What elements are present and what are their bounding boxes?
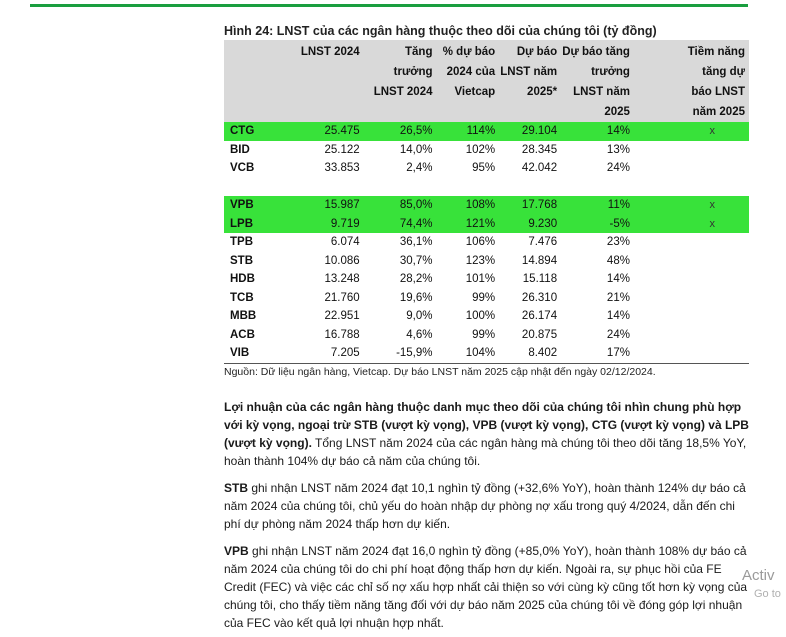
cell-lnst-2024: 22.951: [324, 310, 360, 322]
cell-growth-2024: 28,2%: [399, 273, 433, 285]
cell-growth-2025: 48%: [606, 254, 630, 267]
bank-profit-table: [224, 40, 749, 364]
windows-activation-watermark: [742, 567, 781, 603]
table-row: [224, 215, 749, 234]
cell-growth-2025: 14%: [606, 273, 630, 285]
cell-lnst-2024: 10.086: [324, 254, 360, 267]
cell-pct-forecast-2024: 104%: [433, 344, 496, 363]
table-row: [224, 344, 749, 363]
paragraph-text: Tổng LNST năm 2024 của các ngân hàng mà chúng tôi theo dõi tăng 18,5% YoY, hoàn thành 104% dự báo cả năm của chúng tôi.: [224, 436, 747, 468]
spacer-cell: [224, 178, 749, 197]
cell-growth-2024: 9,0%: [406, 310, 433, 322]
cell-lnst-2024: 25.475: [286, 122, 360, 141]
cell-pct-forecast-2024: 114%: [433, 122, 496, 141]
table-row: [224, 326, 749, 345]
cell-pct-forecast-2024: 123%: [465, 254, 496, 267]
cell-upside-potential: [630, 159, 749, 178]
cell-growth-2025: 14%: [557, 122, 630, 141]
cell-upside-potential: [630, 141, 749, 160]
cell-growth-2024: 36,1%: [399, 236, 433, 248]
paragraph-summary: [224, 398, 752, 470]
header-line: tăng dự: [702, 66, 745, 78]
cell-lnst-2024: 16.788: [324, 328, 360, 341]
header-line: Dự báo tăng: [562, 46, 630, 58]
cell-upside-potential: [630, 233, 749, 252]
cell-upside-potential: [630, 326, 749, 345]
header-line: LNST năm: [500, 66, 558, 78]
cell-bank: LPB: [224, 215, 286, 234]
cell-lnst-2024: 13.248: [324, 273, 360, 285]
header-col: [630, 40, 749, 122]
cell-upside-potential: x: [630, 215, 749, 234]
cell-forecast-2025: 20.875: [521, 328, 558, 341]
table-header-row: [224, 40, 749, 122]
cell-lnst-2024: 7.205: [286, 344, 360, 363]
header-line: Tăng: [405, 46, 433, 58]
cell-pct-forecast-2024: 95%: [472, 162, 496, 174]
cell-growth-2025: 14%: [606, 310, 630, 322]
cell-growth-2024: 4,6%: [406, 328, 433, 341]
cell-lnst-2024: 21.760: [324, 291, 360, 304]
cell-pct-forecast-2024: 99%: [472, 328, 496, 341]
cell-pct-forecast-2024: 121%: [433, 215, 496, 234]
header-col: [495, 40, 557, 122]
cell-lnst-2024: 6.074: [330, 236, 360, 248]
header-col: [557, 40, 630, 122]
cell-bank: MBB: [230, 310, 257, 322]
cell-upside-potential: [630, 307, 749, 326]
table-row: [224, 289, 749, 308]
header-line: LNST 2024: [300, 46, 360, 58]
header-line: 2025: [604, 106, 630, 118]
header-line: 2024 của: [446, 66, 496, 78]
cell-growth-2025: 24%: [606, 162, 630, 174]
cell-growth-2024: 19,6%: [399, 291, 433, 304]
cell-bank: TCB: [230, 291, 254, 304]
paragraph-lead: VPB: [224, 544, 249, 558]
cell-growth-2024: 30,7%: [399, 254, 433, 267]
paragraph-lead: STB: [224, 481, 248, 495]
cell-bank: TPB: [230, 236, 253, 248]
cell-upside-potential: x: [630, 196, 749, 215]
table-row: [224, 141, 749, 160]
cell-lnst-2024: 15.987: [286, 196, 360, 215]
watermark-line2: Go to: [754, 588, 781, 600]
cell-forecast-2025: 42.042: [521, 162, 558, 174]
header-line: Tiềm năng: [687, 46, 745, 58]
table-row: [224, 307, 749, 326]
cell-growth-2025: 17%: [557, 344, 630, 363]
header-line: % dự báo: [442, 46, 496, 58]
cell-forecast-2025: 14.894: [521, 254, 558, 267]
cell-growth-2024: 2,4%: [406, 162, 433, 174]
header-line: Vietcap: [454, 86, 496, 98]
cell-growth-2024: 85,0%: [360, 196, 433, 215]
cell-upside-potential: x: [630, 122, 749, 141]
watermark-line1: Activ: [742, 567, 775, 584]
cell-forecast-2025: 15.118: [522, 273, 558, 285]
cell-growth-2024: 14,0%: [399, 143, 433, 156]
cell-growth-2024: 26,5%: [360, 122, 433, 141]
table-row: [224, 122, 749, 141]
cell-upside-potential: [630, 289, 749, 308]
cell-forecast-2025: 9.230: [495, 215, 557, 234]
paragraph-text: ghi nhận LNST năm 2024 đạt 16,0 nghìn tỷ đồng (+85,0% YoY), hoàn thành 108% dự báo cả năm 2024 của chúng tôi do chi phí hoạt động thấp hơn dự kiến. Ngoài ra, sự phục hồi của FE Credit (FEC) và việc các chỉ số nợ xấu hợp nhất cải thiện so với cùng kỳ cũng tốt hơn kỳ vọng của chúng tôi, cho thấy tiềm năng tăng đối với dự báo năm 2025 của chúng tôi về đóng góp lợi nhuận của FEC vào kết quả lợi nhuận hợp nhất.: [224, 544, 748, 630]
header-line: LNST năm: [573, 86, 630, 98]
table-row: [224, 252, 749, 271]
header-line: báo LNST: [691, 86, 745, 98]
cell-forecast-2025: 26.174: [521, 310, 558, 322]
cell-bank: VCB: [230, 162, 255, 174]
paragraph-text: ghi nhận LNST năm 2024 đạt 10,1 nghìn tỷ đồng (+32,6% YoY), hoàn thành 124% dự báo cả năm 2024 của chúng tôi, chủ yếu do hoàn nhập dự phòng nợ xấu trong quý 4/2024, dẫn đến chi phí dự phòng năm 2024 thấp hơn dự kiến.: [224, 481, 746, 531]
table-spacer-row: [224, 178, 749, 197]
cell-growth-2025: -5%: [557, 215, 630, 234]
cell-forecast-2025: 7.476: [528, 236, 558, 248]
cell-upside-potential: [630, 270, 749, 289]
cell-upside-potential: [630, 252, 749, 271]
header-line: Dự báo: [516, 46, 558, 58]
table-row: [224, 270, 749, 289]
cell-bank: BID: [230, 143, 250, 156]
header-col: [286, 40, 360, 122]
table-row: [224, 159, 749, 178]
cell-pct-forecast-2024: 106%: [465, 236, 496, 248]
cell-bank: VPB: [224, 196, 286, 215]
cell-forecast-2025: 17.768: [495, 196, 557, 215]
cell-lnst-2024: 9.719: [286, 215, 360, 234]
cell-forecast-2025: 28.345: [521, 143, 558, 156]
header-col: [433, 40, 496, 122]
cell-growth-2024: -15,9%: [360, 344, 433, 363]
top-accent-bar: [30, 4, 748, 7]
paragraph-vpb: [224, 542, 752, 632]
cell-forecast-2025: 29.104: [495, 122, 557, 141]
paragraph-lead: Lợi nhuận của các ngân hàng thuộc danh mục theo dõi của chúng tôi nhìn chung phù hợp với kỳ vọng, ngoại trừ STB (vượt kỳ vọng), VPB (vượt kỳ vọng), CTG (vượt kỳ vọng) và LPB (vượt kỳ vọng).: [224, 400, 749, 450]
table-row: [224, 196, 749, 215]
cell-forecast-2025: 8.402: [495, 344, 557, 363]
cell-pct-forecast-2024: 99%: [472, 291, 496, 304]
cell-bank: STB: [230, 254, 253, 267]
cell-upside-potential: [630, 344, 749, 363]
cell-lnst-2024: 33.853: [324, 162, 360, 174]
cell-forecast-2025: 26.310: [521, 291, 558, 304]
header-line: LNST 2024: [373, 86, 433, 98]
header-line: trưởng: [591, 66, 630, 78]
cell-bank: HDB: [230, 273, 255, 285]
cell-growth-2025: 13%: [606, 143, 630, 156]
cell-pct-forecast-2024: 108%: [433, 196, 496, 215]
cell-growth-2025: 24%: [606, 328, 630, 341]
cell-lnst-2024: 25.122: [324, 143, 360, 156]
header-col: [360, 40, 433, 122]
cell-bank: ACB: [230, 328, 255, 341]
header-line: trưởng: [393, 66, 433, 78]
cell-bank: VIB: [224, 344, 286, 363]
source-note: Nguồn: Dữ liệu ngân hàng, Vietcap. Dự báo LNST năm 2025 cập nhật đến ngày 02/12/2024.: [224, 366, 656, 378]
cell-growth-2024: 74,4%: [360, 215, 433, 234]
cell-growth-2025: 11%: [557, 196, 630, 215]
table-body: [224, 122, 749, 363]
cell-pct-forecast-2024: 101%: [465, 273, 496, 285]
figure-caption: Hình 24: LNST của các ngân hàng thuộc theo dõi của chúng tôi (tỷ đồng): [224, 24, 657, 38]
cell-growth-2025: 23%: [606, 236, 630, 248]
paragraph-stb: [224, 479, 752, 533]
header-bank: [224, 40, 286, 122]
header-line: 2025*: [527, 86, 558, 98]
table-row: [224, 233, 749, 252]
cell-pct-forecast-2024: 100%: [465, 310, 496, 322]
cell-bank: CTG: [224, 122, 286, 141]
cell-pct-forecast-2024: 102%: [465, 143, 496, 156]
cell-growth-2025: 21%: [606, 291, 630, 304]
header-line: năm 2025: [692, 106, 745, 118]
